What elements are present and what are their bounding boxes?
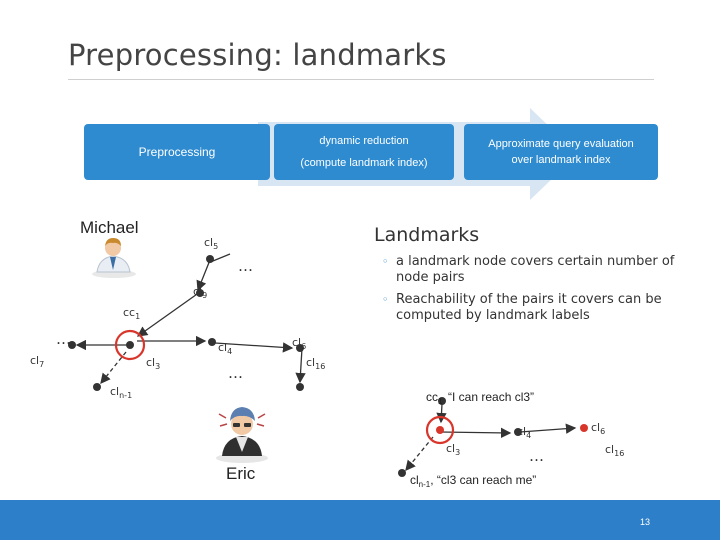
detail-label-cc1: $cc_1$ bbox=[426, 390, 443, 406]
node-cl5 bbox=[206, 255, 214, 263]
node-label-cl5: $cl_5$ bbox=[204, 236, 219, 251]
detail-label-cln1: $cl_{n-1}$, “cl3 can reach me” bbox=[410, 473, 537, 489]
stage-label-line2: over landmark index bbox=[511, 154, 611, 166]
detail-node-cl3 bbox=[436, 426, 444, 434]
node-label-cl6: $cl_6$ bbox=[292, 336, 307, 351]
stage-label-line1: dynamic reduction bbox=[319, 135, 409, 147]
person-name-michael: Michael bbox=[80, 218, 139, 237]
stage-label: Preprocessing bbox=[138, 145, 216, 159]
person-name-eric: Eric bbox=[226, 464, 256, 483]
landmarks-bullets bbox=[366, 254, 676, 330]
stage-label-line2: (compute landmark index) bbox=[300, 157, 428, 169]
ellipsis-cl4-more: … bbox=[228, 364, 243, 382]
slide-title: Preprocessing: landmarks bbox=[68, 38, 447, 72]
detail-label-cl4: $cl_4$ bbox=[517, 425, 532, 440]
page-number: 13 bbox=[640, 517, 651, 527]
detail-node-cln1 bbox=[398, 469, 406, 477]
detail-label-cl3: $cl_3$ bbox=[446, 442, 461, 457]
landmarks-heading: Landmarks bbox=[374, 224, 480, 246]
eric-avatar-icon bbox=[216, 407, 268, 463]
node-cl4 bbox=[208, 338, 216, 346]
bullet-item: ◦ Reachability of the pairs it covers can be computed by landmark labels bbox=[382, 292, 662, 323]
bullet-circle-icon: ◦ bbox=[382, 255, 389, 268]
michael-avatar-icon bbox=[92, 238, 136, 278]
node-label-cl9: $cl_9$ bbox=[193, 285, 208, 300]
detail-node-cl6 bbox=[580, 424, 588, 432]
ellipsis-cl5-more: … bbox=[238, 257, 253, 275]
node-label-cc1: $cc_1$ bbox=[123, 306, 141, 321]
detail-edge-cl3-cl4 bbox=[440, 432, 510, 433]
node-label-cl7: $cl_7$ bbox=[30, 354, 45, 369]
ellipsis-cl7-more: … bbox=[56, 330, 71, 348]
edge-cl6-cl16 bbox=[300, 348, 302, 382]
node-label-cln1: $cl_{n-1}$ bbox=[110, 385, 133, 400]
node-cl16 bbox=[296, 383, 304, 391]
detail-edge-cl3-cln1 bbox=[406, 437, 433, 470]
node-label-cl16: $cl_{16}$ bbox=[306, 356, 326, 371]
node-label-cl4: $cl_4$ bbox=[218, 341, 233, 356]
detail-ellipsis: … bbox=[529, 447, 544, 465]
node-label-cl3: $cl_3$ bbox=[146, 356, 161, 371]
edge-cl9-cc1 bbox=[138, 292, 200, 336]
detail-edge-cc1-cl3 bbox=[441, 404, 442, 422]
node-cc1 bbox=[126, 341, 134, 349]
node-cln1 bbox=[93, 383, 101, 391]
bullet-circle-icon: ◦ bbox=[382, 293, 389, 306]
detail-label-cl6: $cl_6$ bbox=[591, 421, 606, 436]
footer-bar bbox=[0, 500, 720, 540]
detail-quote-cc1: “I can reach cl3” bbox=[448, 390, 535, 404]
detail-label-cl16: $cl_{16}$ bbox=[605, 443, 625, 458]
stage-label-line1: Approximate query evaluation bbox=[488, 138, 634, 150]
bullet-item: ◦ a landmark node covers certain number of node pairs bbox=[382, 254, 675, 285]
